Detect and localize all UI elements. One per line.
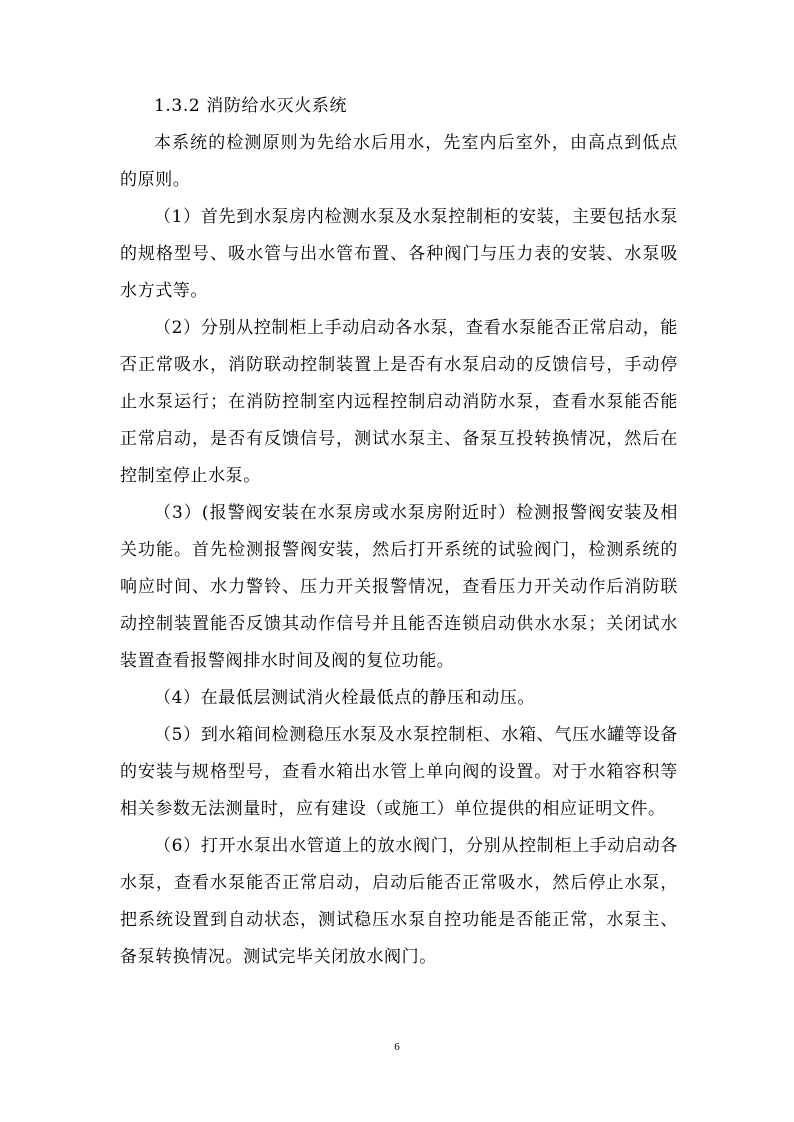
paragraph-item-6: （6）打开水泵出水管道上的放水阀门，分别从控制柜上手动启动各水泵，查看水泵能否正常启动，启动后能否正常吸水，然后停止水泵，把系统设置到自动状态，测试稳压水泵自控功能是否能正常，水泵主、备泵转换情况。测试完毕关闭放水阀门。: [120, 836, 678, 967]
paragraph-intro: 本系统的检测原则为先给水后用水，先室内后室外，由高点到低点的原则。: [120, 133, 678, 190]
paragraph-item-2: （2）分别从控制柜上手动启动各水泵，查看水泵能否正常启动，能否正常吸水，消防联动控制装置上是否有水泵启动的反馈信号，手动停止水泵运行；在消防控制室内远程控制启动消防水泵，查看水泵能否能正常启动，是否有反馈信号，测试水泵主、备泵互投转换情况，然后在控制室停止水泵。: [120, 318, 678, 486]
paragraph-item-1: （1）首先到水泵房内检测水泵及水泵控制柜的安装，主要包括水泵的规格型号、吸水管与出水管布置、各种阀门与压力表的安装、水泵吸水方式等。: [120, 207, 678, 301]
body-text: [120, 88, 678, 976]
section-heading: 1.3.2 消防给水灭火系统: [154, 96, 348, 116]
page-number: 6: [394, 1041, 400, 1053]
paragraph-item-5: （5）到水箱间检测稳压水泵及水泵控制柜、水箱、气压水罐等设备的安装与规格型号，查看水箱出水管上单向阀的设置。对于水箱容积等相关参数无法测量时，应有建设（或施工）单位提供的相应证明文件。: [120, 725, 678, 819]
paragraph-item-3: （3）(报警阀安装在水泵房或水泵房附近时）检测报警阀安装及相关功能。首先检测报警阀安装，然后打开系统的试验阀门，检测系统的响应时间、水力警铃、压力开关报警情况，查看压力开关动作后消防联动控制装置能否反馈其动作信号并且能否连锁启动供水水泵；关闭试水装置查看报警阀排水时间及阀的复位功能。: [120, 503, 678, 671]
paragraph-item-4: （4）在最低层测试消火栓最低点的静压和动压。: [154, 688, 536, 708]
